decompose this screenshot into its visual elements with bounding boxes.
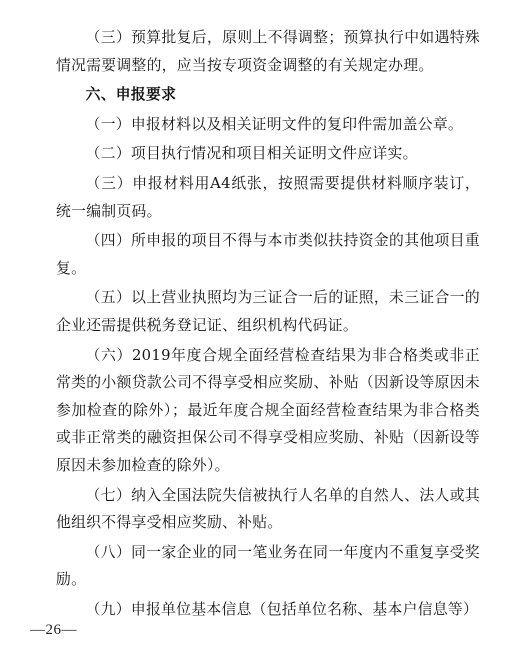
page-number: —26— xyxy=(30,622,77,638)
paragraph-budget-adjustment: （三）预算批复后，原则上不得调整；预算执行中如遇特殊情况需要调整的，应当按专项资金调整的有关规定办理。 xyxy=(56,29,480,74)
document-body xyxy=(56,24,480,625)
paragraph-requirement-2: （二）项目执行情况和项目相关证明文件应详实。 xyxy=(85,145,418,163)
paragraph-requirement-5: （五）以上营业执照均为三证合一后的证照，未三证合一的企业还需提供税务登记证、组织机构代码证。 xyxy=(56,289,480,334)
paragraph-requirement-6: （六）2019年度合规全面经营检查结果为非合格类或非正常类的小额贷款公司不得享受相应奖励、补贴（因新设等原因未参加检查的除外）；最近年度合规全面经营检查结果为非合格类或非正常类的融资担保公司不得享受相应奖励、补贴（因新设等原因未参加检查的除外）。 xyxy=(56,346,480,474)
section-heading-application-requirements: 六、申报要求 xyxy=(85,86,177,104)
paragraph-requirement-8: （八）同一家企业的同一笔业务在同一年度内不重复享受奖励。 xyxy=(56,543,480,589)
paragraph-requirement-4: （四）所申报的项目不得与本市类似扶持资金的其他项目重复。 xyxy=(56,232,480,277)
paragraph-requirement-9: （九）申报单位基本信息（包括单位名称、基本户信息等） xyxy=(85,600,479,618)
paragraph-requirement-3: （三）申报材料用A4纸张，按照需要提供材料顺序装订，统一编制页码。 xyxy=(56,174,480,220)
paragraph-requirement-1: （一）申报材料以及相关证明文件的复印件需加盖公章。 xyxy=(85,115,464,133)
paragraph-requirement-7: （七）纳入全国法院失信被执行人名单的自然人、法人或其他组织不得享受相应奖励、补贴。 xyxy=(56,486,480,532)
